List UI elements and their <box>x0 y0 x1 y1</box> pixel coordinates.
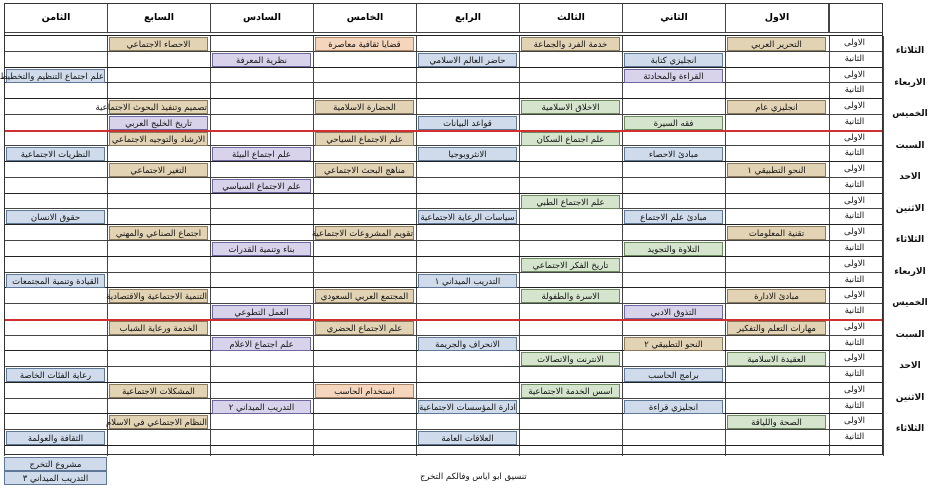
day-label: الاثنين <box>895 393 925 403</box>
course-cell: حاضر العالم الاسلامي <box>418 53 517 67</box>
grid-line-vertical <box>519 36 520 456</box>
course-cell: علم الاجتماع الطبي <box>521 195 620 209</box>
course-cell: علم اجتماع التنظيم والتخطيط <box>6 69 105 83</box>
course-cell: الاخلاق الاسلامية <box>521 100 620 114</box>
period-label: الثانية <box>844 243 865 253</box>
period-label: الاولى <box>844 322 865 332</box>
grid-line-vertical <box>4 36 5 456</box>
course-cell: خدمة الفرد والجماعة <box>521 37 620 51</box>
course-cell: مهارات التعلم والتفكير <box>727 321 826 335</box>
course-cell: فقه السيرة <box>624 116 723 130</box>
course-cell: الخدمة ورعاية الشباب <box>109 321 208 335</box>
course-cell: الانترنت والاتصالات <box>521 352 620 366</box>
grid-line-vertical <box>416 36 417 456</box>
period-label: الاولى <box>844 259 865 269</box>
period-label: الاولى <box>844 38 865 48</box>
period-label: الثانية <box>844 401 865 411</box>
course-cell: التذوق الادبي <box>624 305 723 319</box>
course-cell: انجليزي كتابة <box>624 53 723 67</box>
course-cell: علم الاجتماع السياسي <box>212 179 311 193</box>
grid-line-horizontal <box>4 82 883 83</box>
course-cell: التلاوة والتجويد <box>624 242 723 256</box>
period-label: الاولى <box>844 164 865 174</box>
course-cell: علم اجتماع الاعلام <box>212 337 311 351</box>
day-label: السبت <box>895 141 925 151</box>
grid-line-horizontal <box>4 161 883 162</box>
extra-course-cell: مشروع التخرج <box>4 457 107 471</box>
period-label: الثانية <box>844 275 865 285</box>
period-label: الاولى <box>844 101 865 111</box>
grid-line-vertical <box>210 36 211 456</box>
course-cell: العمل التطوعي <box>212 305 311 319</box>
day-label: الخميس <box>892 298 928 308</box>
course-cell: التحرير العربي <box>727 37 826 51</box>
footer-note: تنسيق ابو اياس وفالكم التخرج <box>420 472 527 482</box>
course-cell: القراءة والمحادثة <box>624 69 723 83</box>
course-cell: علم الاجتماع السياحي <box>315 132 414 146</box>
course-cell: الصحة واللياقة <box>727 415 826 429</box>
course-cell: النظريات الاجتماعية <box>6 147 105 161</box>
period-label: الاولى <box>844 133 865 143</box>
column-header: الخامس <box>313 3 417 33</box>
course-cell: رعاية الفئات الخاصة <box>6 368 105 382</box>
course-cell: حقوق الانسان <box>6 210 105 224</box>
grid-line-horizontal <box>4 382 883 383</box>
course-cell: التنمية الاجتماعية والاقتصادية <box>109 289 208 303</box>
period-label: الاولى <box>844 353 865 363</box>
course-cell: سياسات الرعاية الاجتماعية <box>418 210 517 224</box>
course-cell: تقنية المعلومات <box>727 226 826 240</box>
period-label: الاولى <box>844 70 865 80</box>
day-label: السبت <box>895 330 925 340</box>
column-header: الثامن <box>4 3 108 33</box>
course-cell: مناهج البحث الاجتماعي <box>315 163 414 177</box>
course-cell: مبادئ علم الاجتماع <box>624 210 723 224</box>
extra-course-cell: التدريب الميداني ٣ <box>4 471 107 485</box>
column-header: الاول <box>725 3 829 33</box>
course-cell: الانثروبوجيا <box>418 147 517 161</box>
day-label: الخميس <box>892 109 928 119</box>
course-cell: العقيدة الاسلامية <box>727 352 826 366</box>
grid-line-horizontal <box>4 35 883 36</box>
course-cell: الاحصاء الاجتماعي <box>109 37 208 51</box>
course-cell: الارشاد والتوجيه الاجتماعي <box>109 132 208 146</box>
course-cell: قضايا ثقافية معاصرة <box>315 37 414 51</box>
day-label: الاربعاء <box>894 267 926 277</box>
period-label: الاولى <box>844 196 865 206</box>
grid-line-vertical <box>622 36 623 456</box>
course-cell: النظام الاجتماعي في الاسلام <box>109 415 208 429</box>
course-cell: التدريب الميداني ١ <box>418 274 517 288</box>
day-label: الاحد <box>899 172 921 182</box>
day-label: الاحد <box>899 361 921 371</box>
period-label: الاولى <box>844 416 865 426</box>
course-cell: النحو التطبيقي ١ <box>727 163 826 177</box>
course-cell: علم اجتماع البيئة <box>212 147 311 161</box>
period-label: الثانية <box>844 85 865 95</box>
column-header: الثالث <box>519 3 623 33</box>
period-label: الاولى <box>844 227 865 237</box>
column-header: الرابع <box>416 3 520 33</box>
grid-line-vertical <box>725 36 726 456</box>
column-header: الثاني <box>622 3 726 33</box>
course-cell: النحو التطبيقي ٢ <box>624 337 723 351</box>
period-label: الثانية <box>844 54 865 64</box>
course-cell: التغير الاجتماعي <box>109 163 208 177</box>
course-cell: مبادئ الادارة <box>727 289 826 303</box>
grid-line-horizontal <box>4 208 883 209</box>
period-label: الاولى <box>844 290 865 300</box>
course-cell: الحضارة الاسلامية <box>315 100 414 114</box>
period-label: الثانية <box>844 180 865 190</box>
grid-line-vertical <box>107 36 108 456</box>
column-header: السادس <box>210 3 314 33</box>
course-cell: استخدام الحاسب <box>315 384 414 398</box>
course-cell: تصميم وتنفيذ البحوث الاجتماعية <box>109 100 208 114</box>
course-cell: انجليزي قراءة <box>624 400 723 414</box>
course-cell: تاريخ الفكر الاجتماعي <box>521 258 620 272</box>
course-cell: بناء وتنمية القدرات <box>212 242 311 256</box>
day-label: الثلاثاء <box>895 235 925 245</box>
day-label: الاثنين <box>895 204 925 214</box>
period-label: الثانية <box>844 306 865 316</box>
column-header: السابع <box>107 3 211 33</box>
period-label: الثانية <box>844 148 865 158</box>
period-label: الثانية <box>844 432 865 442</box>
day-label: الثلاثاء <box>895 46 925 56</box>
course-cell: انجليزي عام <box>727 100 826 114</box>
course-cell: تاريخ الخليج العربي <box>109 116 208 130</box>
course-cell: علم اجتماع السكان <box>521 132 620 146</box>
course-cell: الاسرة والطفولة <box>521 289 620 303</box>
grid-line-horizontal <box>4 193 883 194</box>
course-cell: المجتمع العربي السعودي <box>315 289 414 303</box>
period-label: الثانية <box>844 117 865 127</box>
period-label: الاولى <box>844 385 865 395</box>
grid-line-horizontal <box>4 272 883 273</box>
period-label: الثانية <box>844 338 865 348</box>
course-cell: برامج الحاسب <box>624 368 723 382</box>
course-cell: المشكلات الاجتماعية <box>109 384 208 398</box>
grid-line-horizontal <box>4 256 883 257</box>
day-label: الثلاثاء <box>895 424 925 434</box>
course-cell: تقويم المشروعات الاجتماعية <box>315 226 414 240</box>
course-cell: نظرية المعرفة <box>212 53 311 67</box>
course-cell: اجتماع الصناعي والمهني <box>109 226 208 240</box>
course-cell: الثقافة والعولمة <box>6 431 105 445</box>
period-header-blank <box>829 3 883 33</box>
course-cell: اسس الخدمة الاجتماعية <box>521 384 620 398</box>
period-label: الثانية <box>844 211 865 221</box>
course-cell: العلاقات العامة <box>418 431 517 445</box>
day-label: الاربعاء <box>894 78 926 88</box>
course-cell: الانحراف والجريمة <box>418 337 517 351</box>
grid-line-horizontal <box>4 98 883 99</box>
course-cell: التدريب الميداني ٢ <box>212 400 311 414</box>
course-cell: ادارة المؤسسات الاجتماعية <box>418 400 517 414</box>
course-cell: علم الاجتماع الحضري <box>315 321 414 335</box>
course-cell: مبادئ الاحصاء <box>624 147 723 161</box>
course-cell: قواعد البيانات <box>418 116 517 130</box>
grid-line-vertical <box>313 36 314 456</box>
period-label: الثانية <box>844 369 865 379</box>
course-cell: القيادة وتنمية المجتمعات <box>6 274 105 288</box>
